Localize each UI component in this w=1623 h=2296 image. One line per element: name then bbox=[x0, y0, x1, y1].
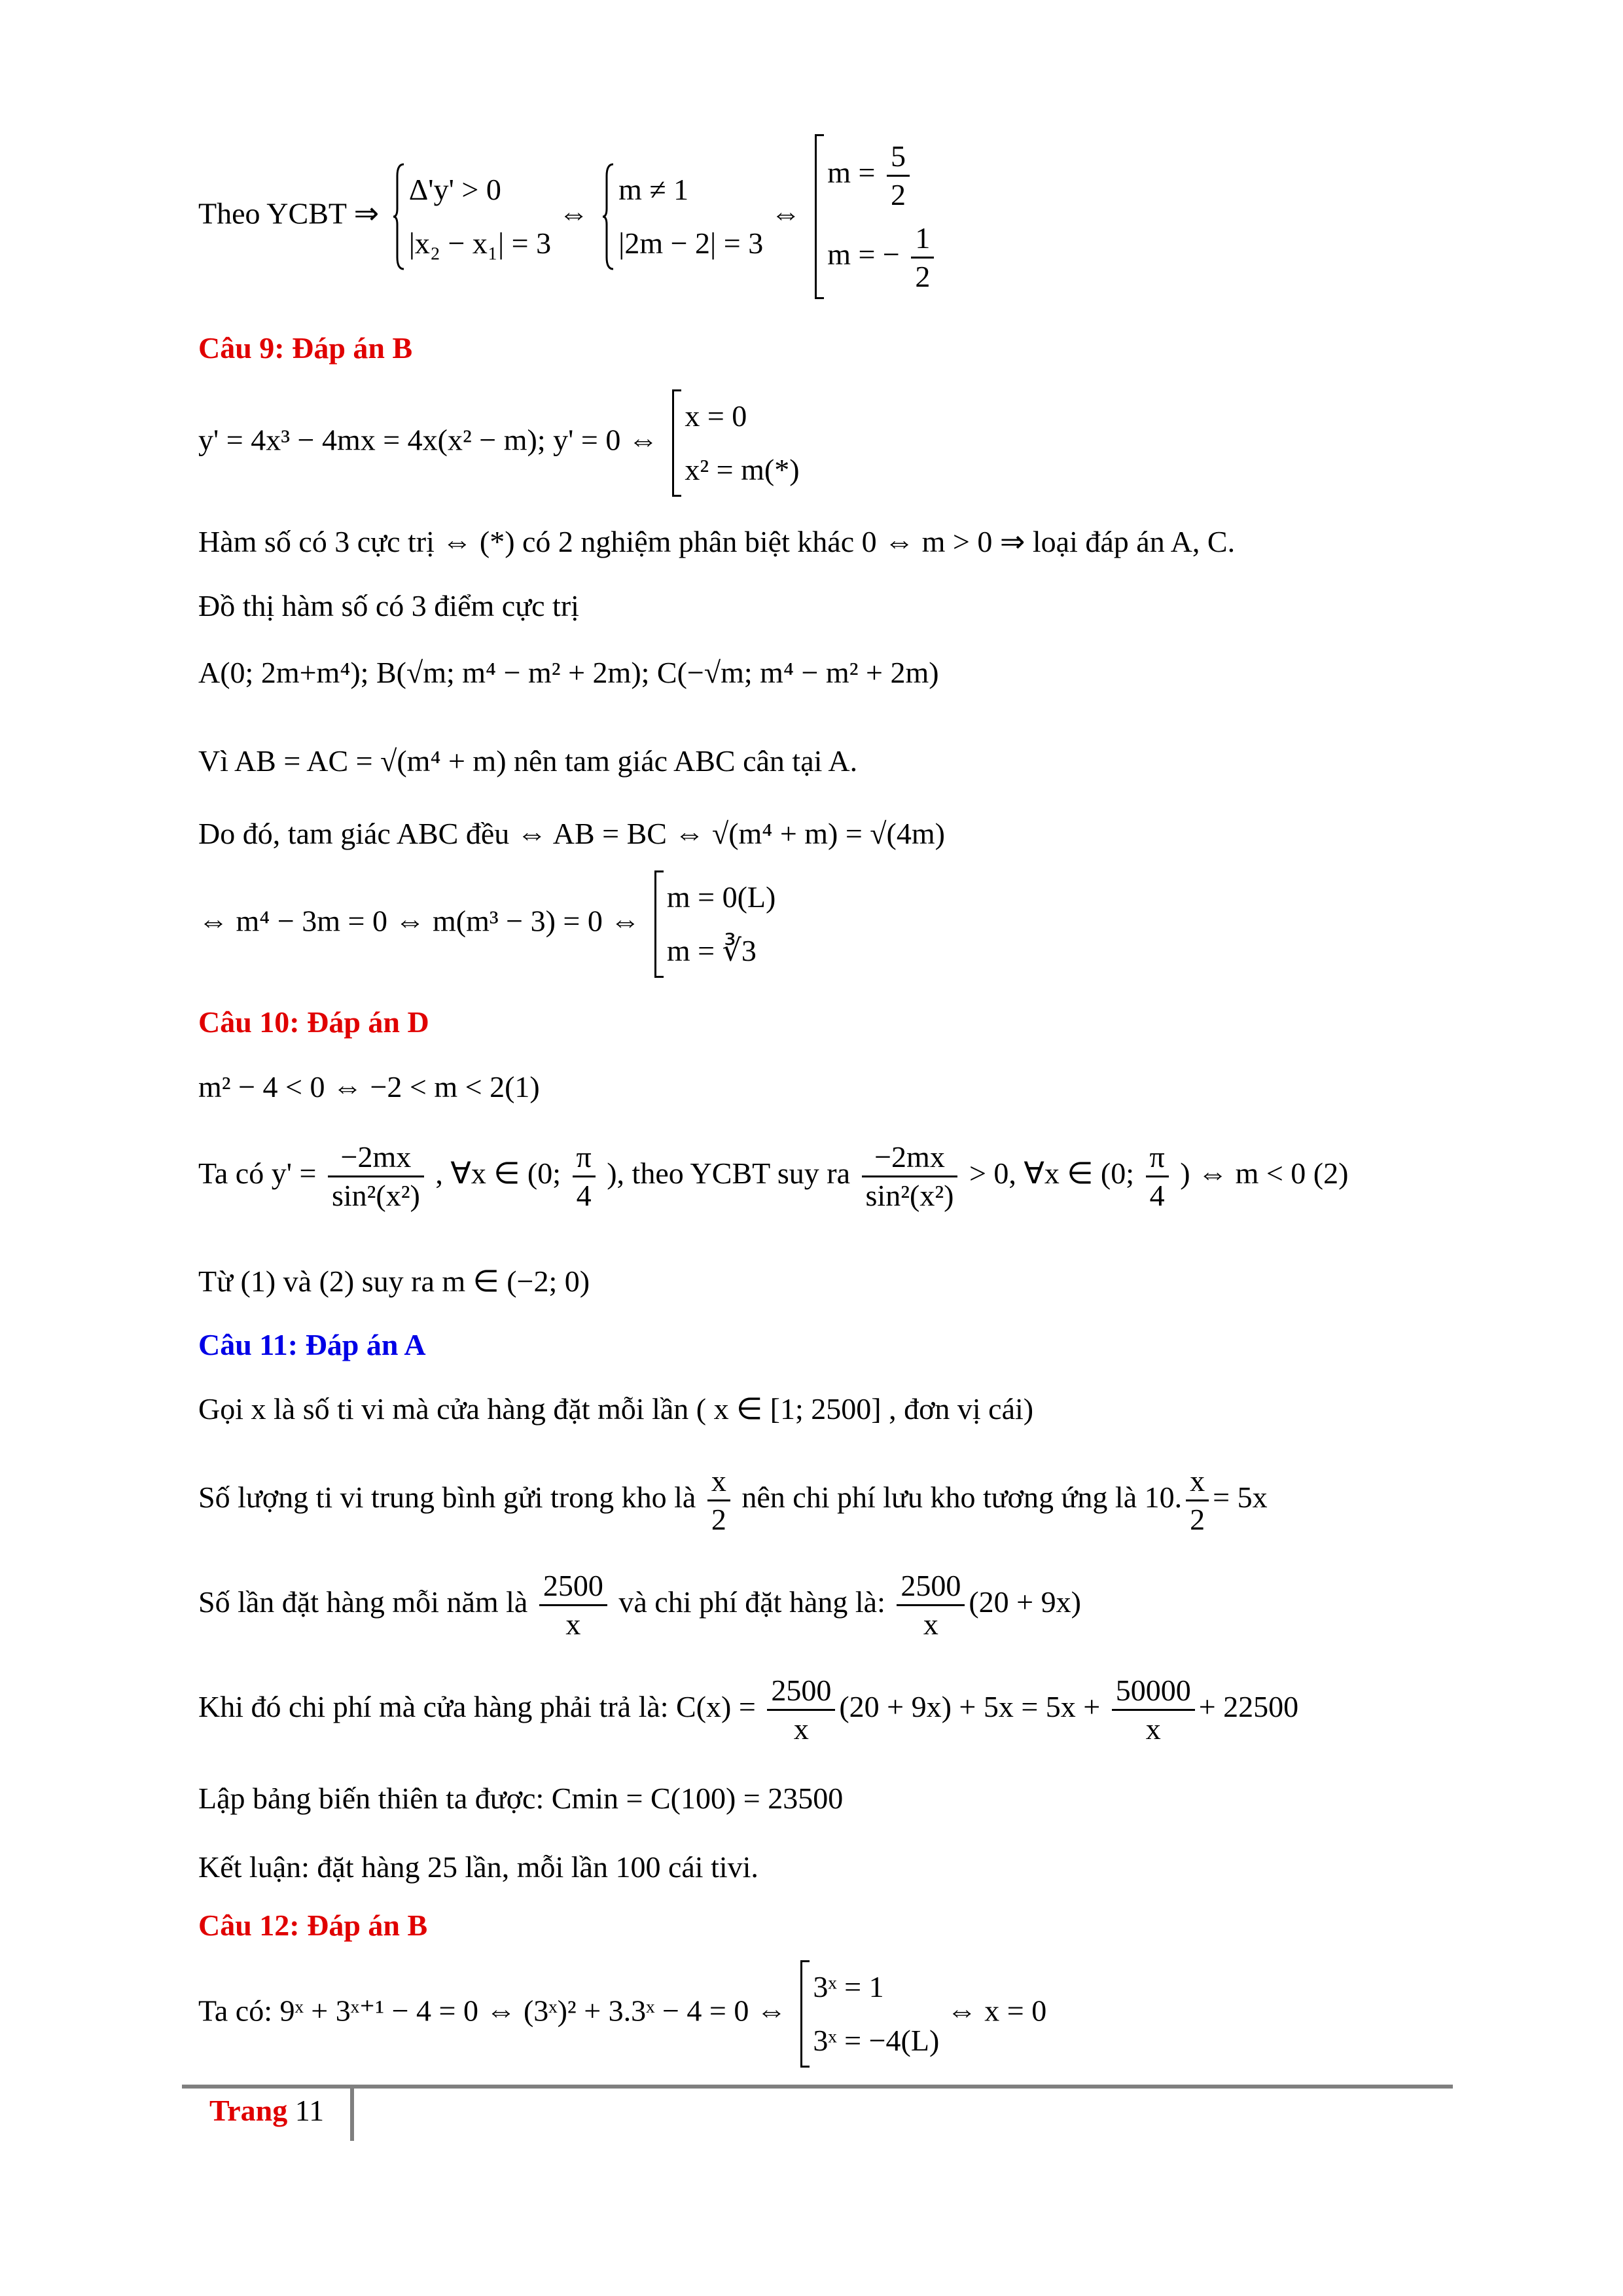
q11-cost-fraction-2: $\frac{50000}{x}$ bbox=[1112, 1672, 1195, 1748]
page-number: 11 bbox=[294, 2094, 325, 2127]
q9-line3: Đồ thị hàm số có 3 điểm cực trị bbox=[198, 589, 579, 622]
left-brace-icon bbox=[392, 163, 405, 270]
footer-divider bbox=[350, 2089, 354, 2141]
q10-fraction-2: $\frac{-2mx}{\text{sin²(x²)}}$ bbox=[862, 1139, 958, 1214]
q9-eq1-cases: x = 0 x² = m(*) bbox=[672, 389, 799, 497]
q11-line4: Khi đó chi phí mà cửa hàng phải trả là: C(x) = $\frac{2500}{x}$ (20 + 9x) + 5x = 5x + $\frac{50000}{x}$ + 22500 bbox=[198, 1672, 1298, 1748]
q10-fraction-1: $\frac{-2mx}{\text{sin²(x²)}}$ bbox=[328, 1139, 424, 1214]
ycbt-system-1 bbox=[392, 163, 551, 270]
q10-pi-fraction-2: $\frac{\pi}{4}$ bbox=[1146, 1139, 1169, 1214]
ycbt-sys1-row2: |x₂ − x₁| = 3 bbox=[408, 226, 552, 260]
q9-line6: Do đó, tam giác ABC đều ⇔ AB = BC ⇔ √(m⁴ + m) = √(4m) bbox=[198, 817, 945, 850]
q11-line2: Số lượng ti vi trung bình gửi trong kho là $\frac{x}{2}$ nên chi phí lưu kho tương ứng là 10. $\frac{x}{2}$ = 5x bbox=[198, 1463, 1268, 1538]
q11-line1: Gọi x là số ti vi mà cửa hàng đặt mỗi lần ( x ∈ [1; 2500] , đơn vị cái) bbox=[198, 1392, 1034, 1426]
page-label: Trang bbox=[209, 2094, 288, 2127]
q10-pi-fraction-1: $\frac{\pi}{4}$ bbox=[573, 1139, 596, 1214]
left-brace-icon bbox=[601, 163, 615, 270]
q10-line2: Ta có y' = $\frac{-2mx}{\text{sin²(x²)}}$ , ∀x ∈ (0; $\frac{\pi}{4}$ ), theo YCBT suy ra $\frac{-2mx}{\text{sin²(x²)}}$ > 0, ∀x ∈ (0; $\frac{\pi}{4}$ ) ⇔ m < 0 (2) bbox=[198, 1139, 1348, 1214]
q12-heading: Câu 12: Đáp án B bbox=[198, 1909, 428, 1942]
q11-x-over-2: $\frac{x}{2}$ bbox=[707, 1463, 730, 1538]
q11-line6: Kết luận: đặt hàng 25 lần, mỗi lần 100 cái tivi. bbox=[198, 1850, 758, 1884]
q11-cost-fraction-1: $\frac{2500}{x}$ bbox=[767, 1672, 835, 1748]
q9-line4: A(0; 2m+m⁴); B(√m; m⁴ − m² + 2m); C(−√m; m⁴ − m² + 2m) bbox=[198, 656, 939, 689]
root-row-1: m = $\frac{5}{2}$ bbox=[827, 138, 938, 213]
q11-line3: Số lần đặt hàng mỗi năm là $\frac{2500}{x}$ và chi phí đặt hàng là: $\frac{2500}{x}$ (20 + 9x) bbox=[198, 1568, 1081, 1643]
q10-line3: Từ (1) và (2) suy ra m ∈ (−2; 0) bbox=[198, 1265, 590, 1298]
q9-line5: Vì AB = AC = √(m⁴ + m) nên tam giác ABC cân tại A. bbox=[198, 744, 858, 778]
q11-2500-over-x: $\frac{2500}{x}$ bbox=[539, 1568, 607, 1643]
ycbt-sys2-row2: |2m − 2| = 3 bbox=[618, 226, 764, 260]
q9-eq1: y' = 4x³ − 4mx = 4x(x² − m); y' = 0 ⇔ x = 0 x² = m(*) bbox=[198, 389, 800, 497]
q9-line2: Hàm số có 3 cực trị ⇔ (*) có 2 nghiệm phân biệt khác 0 ⇔ m > 0 ⇒ loại đáp án A, C. bbox=[198, 525, 1236, 558]
q11-2500-over-x-b: $\frac{2500}{x}$ bbox=[897, 1568, 965, 1643]
q12-eq: Ta có: 9ˣ + 3ˣ⁺¹ − 4 = 0 ⇔ (3ˣ)² + 3.3ˣ − 4 = 0 ⇔ 3ˣ = 1 3ˣ = −4(L) ⇔ x = 0 bbox=[198, 1960, 1046, 2068]
q9-eq7-cases: m = 0(L) m = ∛3 bbox=[654, 870, 776, 978]
ycbt-sys2-row1: m ≠ 1 bbox=[618, 173, 689, 206]
root-row-2: m = − $\frac{1}{2}$ bbox=[827, 220, 938, 295]
q9-heading: Câu 9: Đáp án B bbox=[198, 331, 413, 365]
footer-rule bbox=[182, 2085, 1453, 2089]
q9-eq7: ⇔ m⁴ − 3m = 0 ⇔ m(m³ − 3) = 0 ⇔ m = 0(L) m = ∛3 bbox=[198, 870, 776, 978]
q11-line5: Lập bảng biến thiên ta được: Cmin = C(100) = 23500 bbox=[198, 1782, 844, 1815]
ycbt-system-2 bbox=[601, 163, 763, 270]
root2-fraction: $\frac{1}{2}$ bbox=[911, 220, 934, 295]
q11-heading: Câu 11: Đáp án A bbox=[198, 1328, 426, 1361]
root1-fraction: $\frac{5}{2}$ bbox=[887, 138, 910, 213]
q11-x-over-2-b: $\frac{x}{2}$ bbox=[1186, 1463, 1209, 1538]
ycbt-sys1-row1: Δ'y' > 0 bbox=[408, 173, 501, 206]
ycbt-line: Theo YCBT ⇒ Δ'y' > 0 |x₂ − x₁| = 3 ⇔ m ≠ 1 |2m − 2| = 3 ⇔ m = $\frac{5}{2}$ m = − $\frac{1}{2}$ bbox=[198, 134, 938, 299]
ycbt-lead: Theo YCBT bbox=[198, 196, 347, 230]
q12-cases: 3ˣ = 1 3ˣ = −4(L) bbox=[800, 1960, 939, 2068]
q10-heading: Câu 10: Đáp án D bbox=[198, 1005, 429, 1039]
page-footer bbox=[209, 2093, 324, 2128]
ycbt-roots bbox=[815, 134, 938, 299]
q10-line1: m² − 4 < 0 ⇔ −2 < m < 2(1) bbox=[198, 1070, 540, 1103]
